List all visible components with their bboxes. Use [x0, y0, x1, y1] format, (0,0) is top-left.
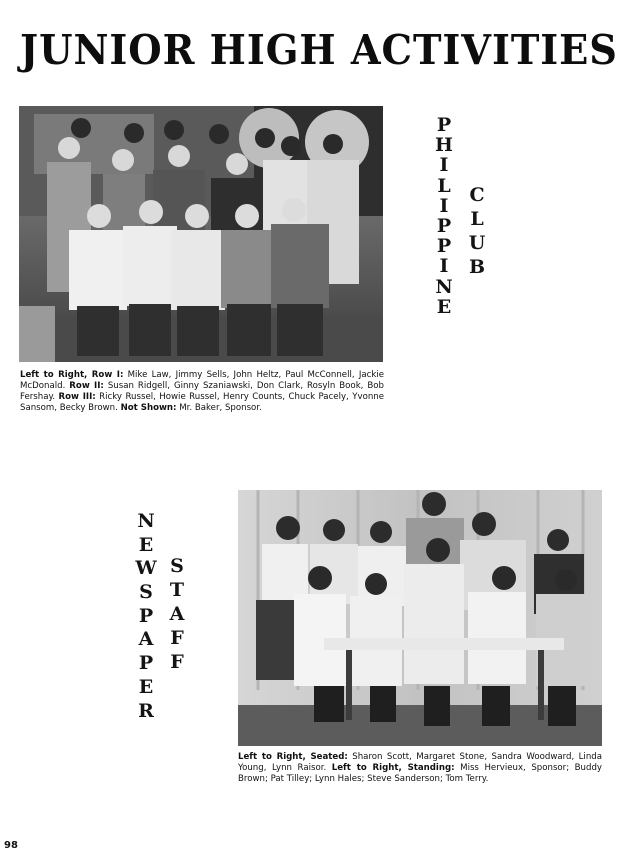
heading-letter: B — [468, 256, 486, 278]
heading-letter: P — [138, 652, 154, 675]
philippine-heading — [434, 116, 454, 318]
heading-letter: I — [439, 154, 449, 177]
caption-label: Not Shown: — [120, 403, 177, 413]
caption-text: Mike Law, Jimmy Sells, John Heltz, Paul McConnell, Jackie McDonald. — [20, 370, 385, 391]
heading-letter: N — [435, 275, 453, 298]
newspaper-staff-caption — [238, 752, 602, 785]
newspaper-staff-photo — [238, 490, 602, 746]
heading-letter: C — [469, 184, 485, 206]
heading-letter: S — [170, 555, 184, 577]
heading-letter: P — [436, 235, 452, 258]
caption-label: Row II: — [69, 381, 104, 391]
caption-text: Ricky Russel, Howie Russel, Henry Counts, Chuck Pacely, Yvonne Sansom, Becky Brown. — [20, 392, 385, 413]
heading-letter: P — [436, 214, 452, 237]
heading-letter: E — [138, 533, 154, 556]
heading-letter: U — [468, 232, 486, 254]
heading-letter: P — [436, 114, 452, 136]
caption-label: Left to Right, Seated: — [238, 752, 348, 762]
heading-letter: T — [169, 579, 185, 601]
heading-letter: H — [435, 134, 453, 157]
heading-letter: R — [138, 699, 154, 722]
page-title: JUNIOR HIGH ACTIVITIES — [20, 26, 618, 74]
caption-text: Mr. Baker, Sponsor. — [176, 403, 262, 413]
philippine-club-caption — [20, 370, 384, 414]
heading-letter: N — [137, 510, 155, 532]
page-number: 98 — [4, 840, 18, 851]
heading-letter: F — [170, 651, 184, 673]
heading-letter: L — [437, 174, 451, 197]
caption-label: Left to Right, Standing: — [331, 763, 455, 773]
philippine-club-photo — [19, 106, 383, 362]
newspaper-heading — [136, 512, 156, 725]
heading-letter: I — [439, 255, 449, 278]
heading-letter: A — [138, 628, 154, 651]
caption-text: Miss Hervieux, Sponsor; Buddy Brown; Pat Tilley; Lynn Hales; Steve Sanderson; Tom Terry. — [238, 763, 603, 784]
heading-letter: L — [470, 208, 484, 230]
heading-letter: P — [138, 604, 154, 627]
caption-label: Left to Right, Row I: — [20, 370, 124, 380]
heading-letter: F — [170, 627, 184, 649]
heading-letter: W — [135, 557, 157, 580]
heading-letter: I — [439, 194, 449, 217]
caption-text: Susan Ridgell, Ginny Szaniawski, Don Clark, Rosyln Book, Bob Fershay. — [20, 381, 384, 402]
heading-letter: A — [169, 603, 185, 625]
heading-letter: S — [139, 581, 153, 604]
club-heading — [467, 186, 487, 282]
caption-label: Row III: — [58, 392, 96, 402]
heading-letter: E — [138, 675, 154, 698]
caption-text: Sharon Scott, Margaret Stone, Sandra Woodward, Linda Young, Lynn Raisor. — [238, 752, 602, 773]
staff-heading — [167, 557, 187, 677]
heading-letter: E — [436, 295, 452, 318]
